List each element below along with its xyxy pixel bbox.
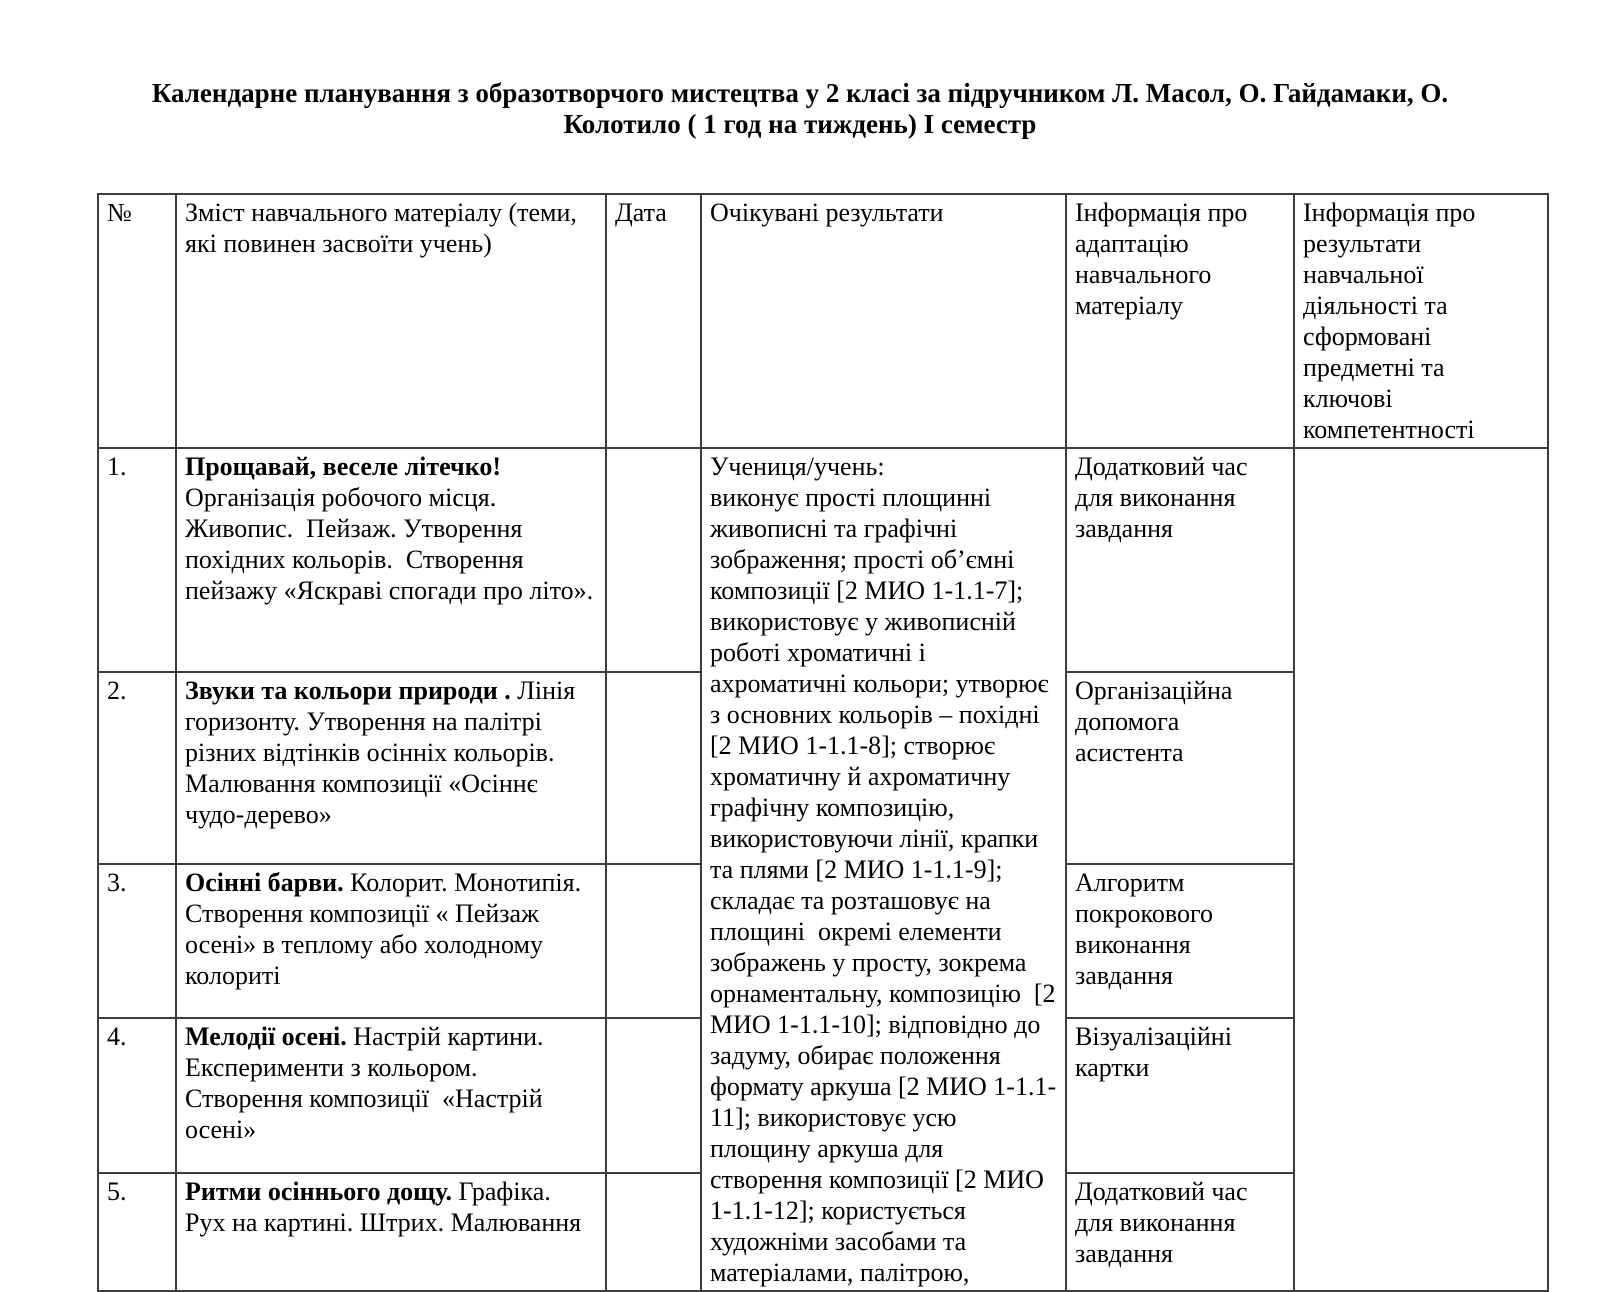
header-cell-content: Зміст навчального матеріалу (теми, які повинен засвоїти учень) <box>176 194 606 448</box>
adaptation-cell: Додатковий час для виконання завдання <box>1066 448 1294 672</box>
table-row <box>98 448 1548 672</box>
header-cell-expected-results: Очікувані результати <box>701 194 1066 448</box>
lesson-description: Графіка. Рух на картині. Штрих. Малювання <box>185 1177 582 1238</box>
adaptation-cell: Організаційна допомога асистента <box>1066 672 1294 864</box>
lesson-title: Мелодії осені. <box>185 1022 347 1052</box>
lesson-description: Настрій картини. Експерименти з кольором. Створення композиції «Настрій осені» <box>185 1022 544 1145</box>
adaptation-cell: Візуалізаційні картки <box>1066 1018 1294 1173</box>
document-title <box>0 78 1600 140</box>
lesson-title: Ритми осіннього дощу. <box>185 1177 452 1207</box>
lesson-topic-cell <box>176 448 606 672</box>
lesson-title: Звуки та кольори природи . <box>185 675 511 705</box>
row-number: 3. <box>98 864 176 1019</box>
header-cell-number: № <box>98 194 176 448</box>
row-number: 4. <box>98 1018 176 1173</box>
lesson-topic-cell <box>176 672 606 864</box>
document-title-text: Календарне планування з образотворчого мистецтва у 2 класі за підручником Л. Масол, О. Гайдамаки, О. Колотило ( 1 год на тиждень) І семестр <box>151 78 1449 139</box>
lesson-description: Організація робочого місця. Живопис. Пейзаж. Утворення похідних кольорів. Створення пейзажу «Яскраві спогади про літо». <box>185 483 594 605</box>
date-cell <box>606 1173 701 1291</box>
lesson-topic-cell <box>176 1173 606 1291</box>
expected-results-intro: Учениця/учень: <box>710 452 885 481</box>
row-number: 2. <box>98 672 176 864</box>
row-number: 5. <box>98 1173 176 1291</box>
lesson-topic-cell <box>176 1018 606 1173</box>
planning-table-container <box>97 193 1549 1292</box>
date-cell <box>606 1018 701 1173</box>
header-cell-adaptation: Інформація про адаптацію навчального матеріалу <box>1066 194 1294 448</box>
lesson-description: Колорит. Монотипія. Створення композиції « Пейзаж осені» в теплому або холодному колориті <box>185 867 582 990</box>
expected-results-body: виконує прості площинні живописні та графічні зображення; прості об’ємні композиції [2 МИО 1-1.1-7]; використовує у живописній роботі хроматичні і ахроматичні кольори; утворює з основних кольорів – похідні [2 МИО 1-1.1-8]; створює хроматичну й ахроматичну графічну композицію, використовуючи лінії, крапки та плями [2 МИО 1-1.1-9]; складає та розташовує на площині окремі елементи зображень у просту, зокрема орнаментальну, композицію [2 МИО 1-1.1-10]; відповідно до задуму, обирає положення формату аркуша [2 МИО 1-1.1-11]; використовує усю площину аркуша для створення композиції [2 МИО 1-1.1-12]; користується художніми засобами та матеріалами, палітрою, <box>710 483 1057 1287</box>
date-cell <box>606 672 701 864</box>
planning-table <box>97 193 1549 1292</box>
date-cell <box>606 864 701 1019</box>
row-number: 1. <box>98 448 176 672</box>
adaptation-cell: Додатковий час для виконання завдання <box>1066 1173 1294 1291</box>
date-cell <box>606 448 701 672</box>
expected-results-cell <box>701 448 1066 1291</box>
lesson-title: Прощавай, веселе літечко! <box>185 452 502 481</box>
header-cell-date: Дата <box>606 194 701 448</box>
lesson-topic-cell <box>176 864 606 1019</box>
results-info-cell <box>1294 448 1548 1291</box>
lesson-title: Осінні барви. <box>185 867 344 897</box>
table-header-row <box>98 194 1548 448</box>
lesson-description: Лінія горизонту. Утворення на палітрі різних відтінків осінніх кольорів. Малювання композиції «Осіннє чудо-дерево» <box>185 675 576 829</box>
header-cell-results-info: Інформація про результати навчальної діяльності та сформовані предметні та ключові компетентності <box>1294 194 1548 448</box>
adaptation-cell: Алгоритм покрокового виконання завдання <box>1066 864 1294 1019</box>
